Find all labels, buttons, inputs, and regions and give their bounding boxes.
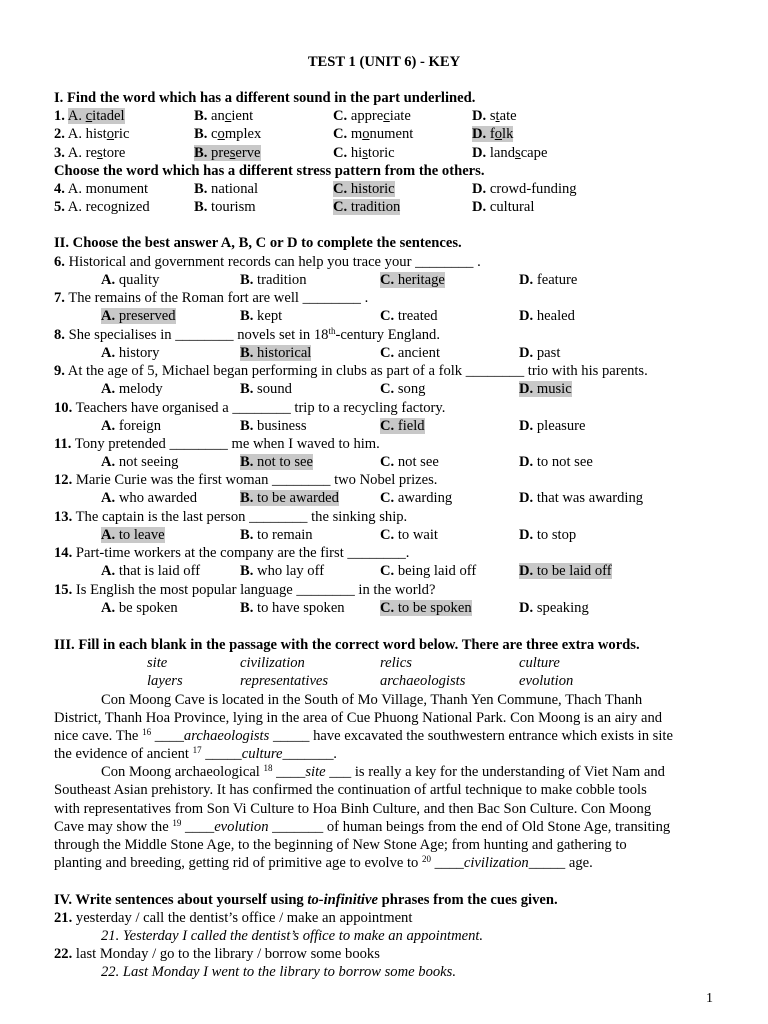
question-21: 21. yesterday / call the dentist’s office / make an appointment: [54, 910, 413, 926]
option-b: B. business: [240, 417, 307, 434]
answer-21: 21. Yesterday I called the dentist’s office to make an appointment.: [101, 928, 484, 944]
option-b: [240, 345, 311, 362]
option-d: D. state: [472, 108, 517, 124]
option-a: [101, 527, 165, 544]
option-a: A. be spoken: [101, 599, 178, 616]
option-b: B. sound: [240, 381, 292, 398]
passage-line: nice cave. The $^{16}$ ____archaeologists _____ have excavated the southwestern entrance which exists in site: [54, 727, 673, 744]
option-c: C. treated: [380, 308, 438, 325]
option-c: [333, 199, 400, 216]
question-stem: 13. The captain is the last person ________ the sinking ship.: [54, 508, 408, 525]
answer-20: ____civilization_____: [431, 855, 566, 871]
section-1-heading: I. Find the word which has a different sound in the part underlined.: [54, 90, 476, 106]
answer-18: ____site ___: [272, 764, 352, 780]
passage-line: Con Moong Cave is located in the South of Mo Village, Thanh Yen Commune, Thach Thanh: [101, 692, 643, 708]
answer-highlight: C. historic: [333, 181, 395, 197]
question-stem: 14. Part-time workers at the company are the first ________.: [54, 545, 410, 562]
passage-line: the evidence of ancient $^{17}$ _____culture_______.: [54, 745, 338, 762]
answer-16: ____archaeologists _____: [151, 728, 310, 744]
answer-highlight: A. to leave: [101, 526, 165, 543]
option-c: C. to wait: [380, 526, 438, 543]
option-c: [380, 600, 472, 617]
question-stem: 11. Tony pretended ________ me when I waved to him.: [54, 436, 380, 452]
option-b: B. kept: [240, 308, 283, 325]
page-number: 1: [706, 991, 713, 1006]
option-d: [472, 126, 513, 143]
option-b: B. to remain: [240, 526, 313, 543]
answer-22: 22. Last Monday I went to the library to borrow some books.: [101, 964, 456, 980]
option-c: C. appreciate: [333, 108, 411, 124]
question-stem: 12. Marie Curie was the first woman ________ two Nobel prizes.: [54, 472, 438, 489]
question-22: 22. last Monday / go to the library / borrow some books: [54, 946, 380, 962]
option-c: C. monument: [333, 126, 414, 142]
word-bank-item: relics: [380, 655, 412, 671]
option-a: A. who awarded: [101, 490, 198, 507]
passage-line: planting and breeding, getting rid of primitive age to evolve to $^{20}$ ____civilization_____ age.: [54, 854, 593, 871]
option-d: D. healed: [519, 308, 575, 325]
option-c: [333, 181, 395, 198]
passage-line: Con Moong archaeological $^{18}$ ____site ___ is really a key for the understanding of Viet Nam and: [101, 763, 665, 780]
word-bank-item: culture: [519, 655, 560, 671]
answer-highlight: A. preserved: [101, 308, 176, 325]
option-a: A. quality: [101, 272, 160, 288]
section-1-subheading: Choose the word which has a different stress pattern from the others.: [54, 163, 485, 179]
question-stem: 9. At the age of 5, Michael began performing in clubs as part of a folk ________ trio with his parents.: [54, 363, 648, 380]
word-bank-item: representatives: [240, 673, 329, 689]
answer-highlight: B. to be awarded: [240, 490, 339, 507]
option-d: D. that was awarding: [519, 490, 644, 507]
option-c: C. ancient: [380, 344, 440, 361]
option-b: B. complex: [194, 126, 262, 142]
question-2: 2. A. historic: [54, 126, 130, 142]
answer-highlight: C. tradition: [333, 199, 401, 215]
option-d: D. feature: [519, 272, 578, 288]
answer-highlight: C. heritage: [380, 272, 445, 288]
question-stem: 6. Historical and government records can help you trace your ________ .: [54, 254, 481, 270]
passage-line: through the Middle Stone Age, to the beginning of New Stone Age; from hunting and gathering to: [54, 837, 627, 853]
passage-line: Southeast Asian prehistory. It has confirmed the continuation of artful technique to make cobble tools: [54, 782, 647, 798]
answer-19: ____evolution _______: [181, 819, 324, 835]
word-bank-item: evolution: [519, 673, 574, 689]
option-a: A. not seeing: [101, 454, 179, 470]
answer-highlight: D. folk: [472, 126, 514, 142]
question-stem: 10. Teachers have organised a ________ trip to a recycling factory.: [54, 399, 446, 416]
option-d: D. cultural: [472, 199, 535, 215]
option-c: [380, 272, 445, 289]
option-d: D. past: [519, 344, 561, 361]
option-c: [380, 418, 425, 435]
answer-highlight: B. preserve: [194, 145, 261, 161]
option-c: C. historic: [333, 145, 395, 161]
option-b: B. who lay off: [240, 563, 325, 580]
option-d: [519, 381, 572, 398]
question-1: 1. A. citadel: [54, 108, 125, 124]
option-b: B. national: [194, 181, 259, 197]
passage-line: District, Thanh Hoa Province, lying in the area of Cue Phuong National Park. Con Moong is an airy and: [54, 710, 663, 726]
option-d: D. pleasure: [519, 417, 586, 434]
word-bank-item: civilization: [240, 655, 305, 671]
option-a: A. that is laid off: [101, 563, 201, 580]
option-c: C. song: [380, 381, 426, 398]
option-b: [240, 454, 313, 471]
option-b: B. to have spoken: [240, 599, 345, 616]
option-c: C. not see: [380, 454, 439, 470]
answer-highlight: B. historical: [240, 344, 312, 361]
option-b: B. ancient: [194, 108, 254, 124]
option-b: [194, 145, 261, 162]
passage-line: Cave may show the $^{19}$ ____evolution _______ of human beings from the end of Old Stone Age, transiting: [54, 818, 671, 835]
passage-line: with representatives from Son Vi Culture to Hoa Binh Culture, and then Bac Son Culture. Con Moong: [54, 801, 652, 817]
question-3: 3. A. restore: [54, 145, 126, 161]
option-b: B. tradition: [240, 272, 307, 288]
section-4-heading: IV. Write sentences about yourself using to-infinitive phrases from the cues given.: [54, 892, 558, 908]
answer-highlight: A. citadel: [67, 108, 125, 124]
answer-highlight: D. to be laid off: [519, 563, 612, 580]
answer-17: _____culture_______.: [201, 746, 338, 762]
answer-highlight: B. not to see: [240, 454, 313, 470]
word-bank-item: site: [147, 655, 168, 671]
option-c: C. awarding: [380, 490, 453, 507]
answer-highlight: C. field: [380, 417, 425, 434]
option-d: D. to not see: [519, 454, 593, 470]
section-3-heading: III. Fill in each blank in the passage with the correct word below. There are three extra words.: [54, 637, 640, 653]
option-a: [101, 308, 176, 325]
question-5: 5. A. recognized: [54, 199, 150, 215]
option-a: A. melody: [101, 381, 163, 398]
option-d: D. to stop: [519, 526, 577, 543]
option-a: A. history: [101, 344, 160, 361]
question-stem: 8. She specialises in ________ novels set in 18th-century England.: [54, 325, 441, 343]
question-stem: 7. The remains of the Roman fort are well ________ .: [54, 290, 369, 307]
question-stem: 15. Is English the most popular language ________ in the world?: [54, 581, 436, 598]
option-c: C. being laid off: [380, 563, 477, 580]
option-d: [519, 563, 612, 580]
answer-highlight: D. music: [519, 381, 572, 398]
page-title: TEST 1 (UNIT 6) - KEY: [307, 54, 461, 70]
answer-highlight: C. to be spoken: [380, 599, 472, 616]
option-b: B. tourism: [194, 199, 256, 215]
option-d: D. crowd-funding: [472, 181, 577, 197]
word-bank-item: archaeologists: [380, 673, 466, 689]
option-a: A. foreign: [101, 417, 162, 434]
question-4: 4. A. monument: [54, 181, 149, 197]
option-b: [240, 490, 339, 507]
option-d: D. landscape: [472, 145, 548, 161]
option-d: D. speaking: [519, 599, 589, 616]
word-bank-item: layers: [147, 673, 183, 689]
section-2-heading: II. Choose the best answer A, B, C or D to complete the sentences.: [54, 235, 462, 251]
